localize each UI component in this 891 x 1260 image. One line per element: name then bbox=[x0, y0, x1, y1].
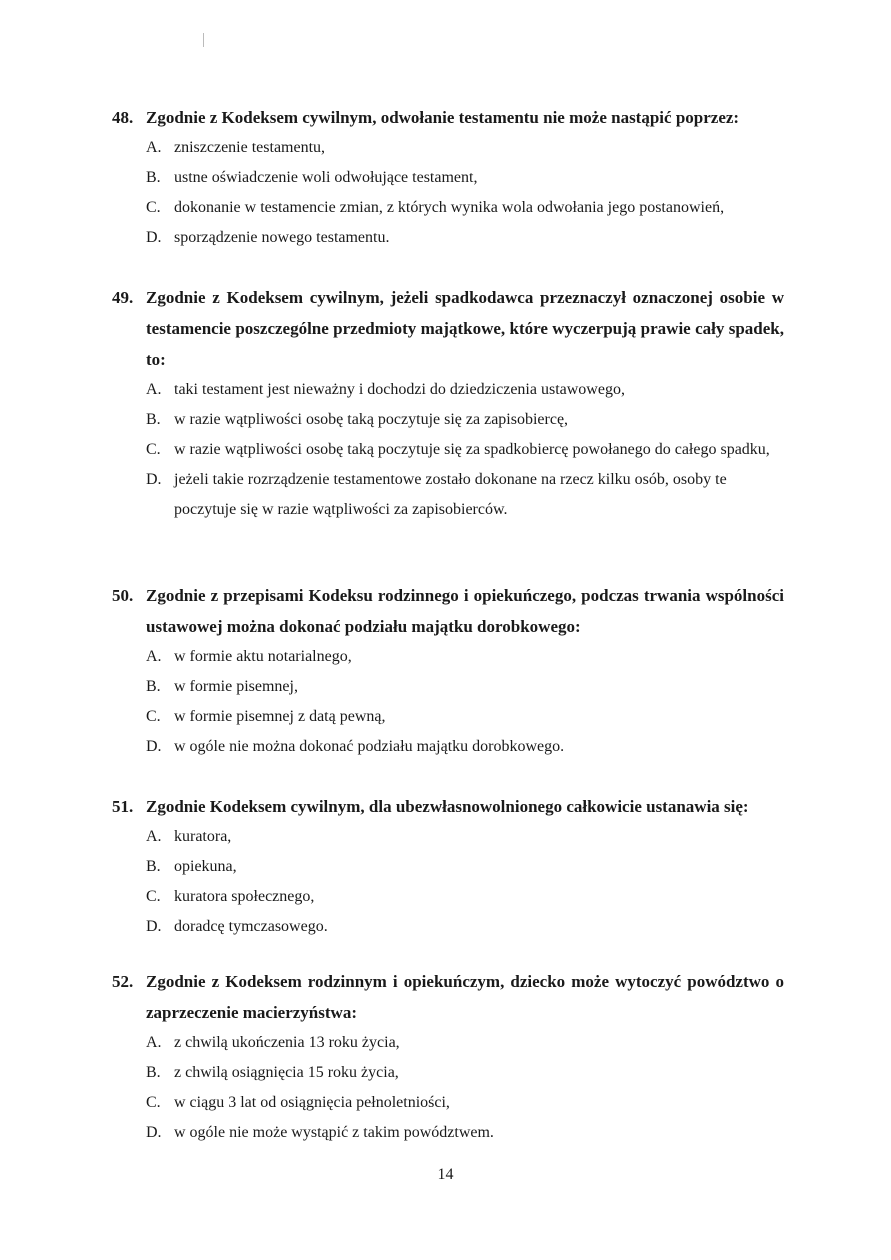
option-label: B. bbox=[146, 678, 161, 695]
question-51 bbox=[112, 791, 784, 942]
page-number: 14 bbox=[437, 1166, 454, 1183]
question-number: 50. bbox=[112, 586, 134, 605]
option-text: kuratora, bbox=[174, 828, 232, 845]
option-label: A. bbox=[146, 139, 162, 156]
question-52 bbox=[112, 966, 784, 1148]
answer-option-b bbox=[146, 1058, 784, 1088]
question-header bbox=[112, 282, 784, 375]
option-label: B. bbox=[146, 411, 161, 428]
answer-option-c bbox=[146, 702, 784, 732]
question-number: 52. bbox=[112, 972, 134, 991]
option-text: opiekuna, bbox=[174, 858, 237, 875]
option-label: D. bbox=[146, 229, 162, 246]
answer-option-c bbox=[146, 193, 784, 223]
option-text: z chwilą osiągnięcia 15 roku życia, bbox=[174, 1064, 399, 1081]
option-text: zniszczenie testamentu, bbox=[174, 139, 326, 156]
question-number: 51. bbox=[112, 797, 134, 816]
answer-option-a bbox=[146, 822, 784, 852]
answer-option-b bbox=[146, 163, 784, 193]
option-text: ustne oświadczenie woli odwołujące testament, bbox=[174, 169, 478, 186]
answer-option-a bbox=[146, 133, 784, 163]
question-number: 49. bbox=[112, 288, 134, 307]
answer-option-c bbox=[146, 882, 784, 912]
answer-option-b bbox=[146, 852, 784, 882]
answer-option-a bbox=[146, 1028, 784, 1058]
answer-option-b bbox=[146, 672, 784, 702]
answer-options bbox=[146, 133, 784, 253]
option-label: B. bbox=[146, 858, 161, 875]
option-text: w formie aktu notarialnego, bbox=[174, 648, 352, 665]
option-label: C. bbox=[146, 888, 161, 905]
option-label: C. bbox=[146, 1094, 161, 1111]
answer-option-d bbox=[146, 223, 784, 253]
question-number: 48. bbox=[112, 108, 134, 127]
option-label: B. bbox=[146, 1064, 161, 1081]
question-50 bbox=[112, 580, 784, 762]
question-49 bbox=[112, 282, 784, 525]
option-text: w razie wątpliwości osobę taką poczytuje się za zapisobiercę, bbox=[174, 411, 569, 428]
answer-option-a bbox=[146, 642, 784, 672]
option-label: B. bbox=[146, 169, 161, 186]
question-header bbox=[112, 580, 784, 642]
option-label: D. bbox=[146, 471, 162, 488]
option-text: taki testament jest nieważny i dochodzi do dziedziczenia ustawowego, bbox=[174, 381, 625, 398]
question-text: Zgodnie z Kodeksem cywilnym, jeżeli spadkodawca przeznaczył oznaczonej osobie w testamencie poszczególne przedmioty majątkowe, które wyczerpują prawie cały spadek, to: bbox=[146, 288, 784, 369]
answer-option-b bbox=[146, 405, 784, 435]
answer-option-d bbox=[146, 465, 784, 525]
option-label: A. bbox=[146, 648, 162, 665]
option-label: C. bbox=[146, 708, 161, 725]
option-label: C. bbox=[146, 441, 161, 458]
option-text: w ciągu 3 lat od osiągnięcia pełnoletniości, bbox=[174, 1094, 450, 1111]
answer-option-c bbox=[146, 435, 784, 465]
question-header bbox=[112, 791, 784, 822]
answer-options bbox=[146, 1028, 784, 1148]
answer-option-a bbox=[146, 375, 784, 405]
option-text: w ogóle nie może wystąpić z takim powództwem. bbox=[174, 1124, 494, 1141]
answer-option-c bbox=[146, 1088, 784, 1118]
option-label: A. bbox=[146, 1034, 162, 1051]
option-text: kuratora społecznego, bbox=[174, 888, 315, 905]
question-text: Zgodnie z Kodeksem cywilnym, odwołanie testamentu nie może nastąpić poprzez: bbox=[146, 108, 740, 127]
option-label: D. bbox=[146, 738, 162, 755]
option-text: w formie pisemnej z datą pewną, bbox=[174, 708, 386, 725]
option-label: C. bbox=[146, 199, 161, 216]
option-text: w formie pisemnej, bbox=[174, 678, 298, 695]
option-label: A. bbox=[146, 381, 162, 398]
answer-option-d bbox=[146, 732, 784, 762]
scan-artifact bbox=[203, 33, 204, 47]
option-text: w razie wątpliwości osobę taką poczytuje się za spadkobiercę powołanego do całego spadku, bbox=[174, 441, 770, 458]
option-text: doradcę tymczasowego. bbox=[174, 918, 328, 935]
option-text: jeżeli takie rozrządzenie testamentowe zostało dokonane na rzecz kilku osób, osoby te poczytuje się w razie wątpliwości za zapisobierców. bbox=[174, 471, 727, 518]
question-text: Zgodnie z Kodeksem rodzinnym i opiekuńczym, dziecko może wytoczyć powództwo o zaprzeczenie macierzyństwa: bbox=[146, 972, 784, 1022]
answer-option-d bbox=[146, 1118, 784, 1148]
answer-option-d bbox=[146, 912, 784, 942]
answer-options bbox=[146, 642, 784, 762]
option-label: A. bbox=[146, 828, 162, 845]
option-text: w ogóle nie można dokonać podziału majątku dorobkowego. bbox=[174, 738, 565, 755]
question-header bbox=[112, 102, 784, 133]
question-header bbox=[112, 966, 784, 1028]
option-text: z chwilą ukończenia 13 roku życia, bbox=[174, 1034, 400, 1051]
question-text: Zgodnie Kodeksem cywilnym, dla ubezwłasnowolnionego całkowicie ustanawia się: bbox=[146, 797, 749, 816]
option-label: D. bbox=[146, 918, 162, 935]
question-text: Zgodnie z przepisami Kodeksu rodzinnego i opiekuńczego, podczas trwania wspólności ustawowej można dokonać podziału majątku dorobkowego: bbox=[146, 586, 784, 636]
option-text: dokonanie w testamencie zmian, z których wynika wola odwołania jego postanowień, bbox=[174, 199, 725, 216]
answer-options bbox=[146, 822, 784, 942]
option-text: sporządzenie nowego testamentu. bbox=[174, 229, 390, 246]
question-48 bbox=[112, 102, 784, 253]
answer-options bbox=[146, 375, 784, 525]
option-label: D. bbox=[146, 1124, 162, 1141]
